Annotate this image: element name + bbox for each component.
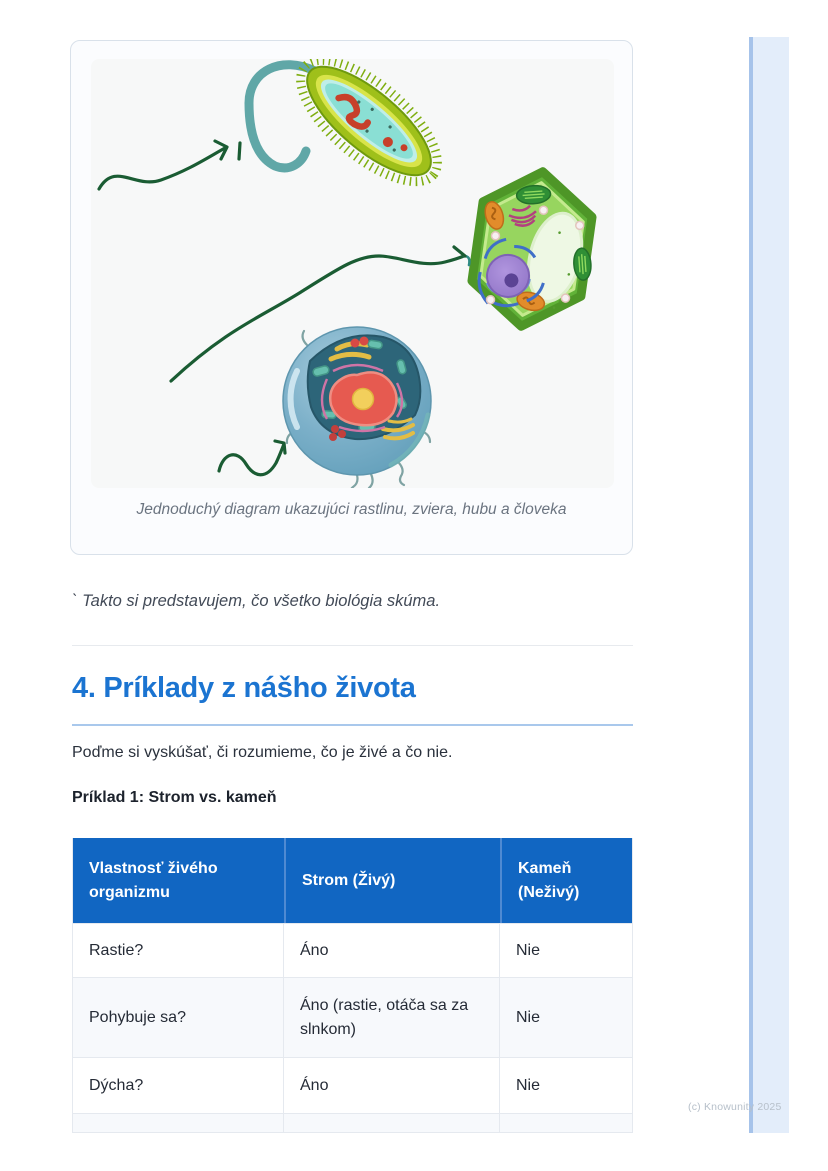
cell-diagram-image (91, 59, 614, 488)
table-header-cell: Vlastnosť živého organizmu (89, 859, 218, 901)
table-header-cell: Kameň (Neživý) (500, 838, 632, 923)
animal-cell-illustration (283, 327, 431, 488)
table-cell: Pohybuje sa? (73, 978, 284, 1057)
table-row (73, 923, 632, 977)
example-label: Príklad 1: Strom vs. kameň (72, 789, 277, 806)
plant-cell-illustration (466, 164, 606, 335)
table-cell: Áno (284, 924, 500, 977)
table-header-cell: Strom (Živý) (284, 838, 500, 923)
figure-caption: Jednoduchý diagram ukazujúci rastlinu, zviera, hubu a človeka (136, 501, 567, 518)
table-cell: Nie (516, 941, 541, 959)
nucleolus (353, 389, 374, 410)
wavy-arrow-icon (99, 141, 240, 189)
copyright-watermark: (c) Knowunity 2025 (688, 1101, 782, 1113)
table-row (73, 977, 632, 1057)
scrollbar[interactable] (749, 37, 789, 1133)
wavy-arrow-icon (219, 441, 285, 475)
table-row-partial (73, 1113, 632, 1132)
table-row (73, 1057, 632, 1113)
section-heading: 4. Príklady z nášho života (72, 672, 416, 704)
cell-diagram-svg (91, 59, 614, 488)
flagellum (249, 65, 315, 168)
intro-paragraph: Poďme si vyskúšať, či rozumieme, čo je živé a čo nie. (72, 744, 453, 761)
comparison-table (72, 838, 633, 1133)
table-cell: Áno (rastie, otáča sa za slnkom) (284, 978, 500, 1057)
quote-text: ` Takto si predstavujem, čo všetko biológia skúma. (72, 592, 441, 610)
table-header-row (73, 838, 632, 923)
table-cell: Dýcha? (73, 1058, 284, 1113)
table-cell: Áno (284, 1058, 500, 1113)
heading-underline (72, 724, 633, 726)
bacterium-illustration (249, 59, 456, 203)
table-cell: Rastie? (73, 924, 284, 977)
section-divider (72, 645, 633, 646)
figure-card (70, 40, 633, 555)
table-cell: Nie (516, 1076, 541, 1094)
table-cell: Nie (516, 1008, 541, 1026)
